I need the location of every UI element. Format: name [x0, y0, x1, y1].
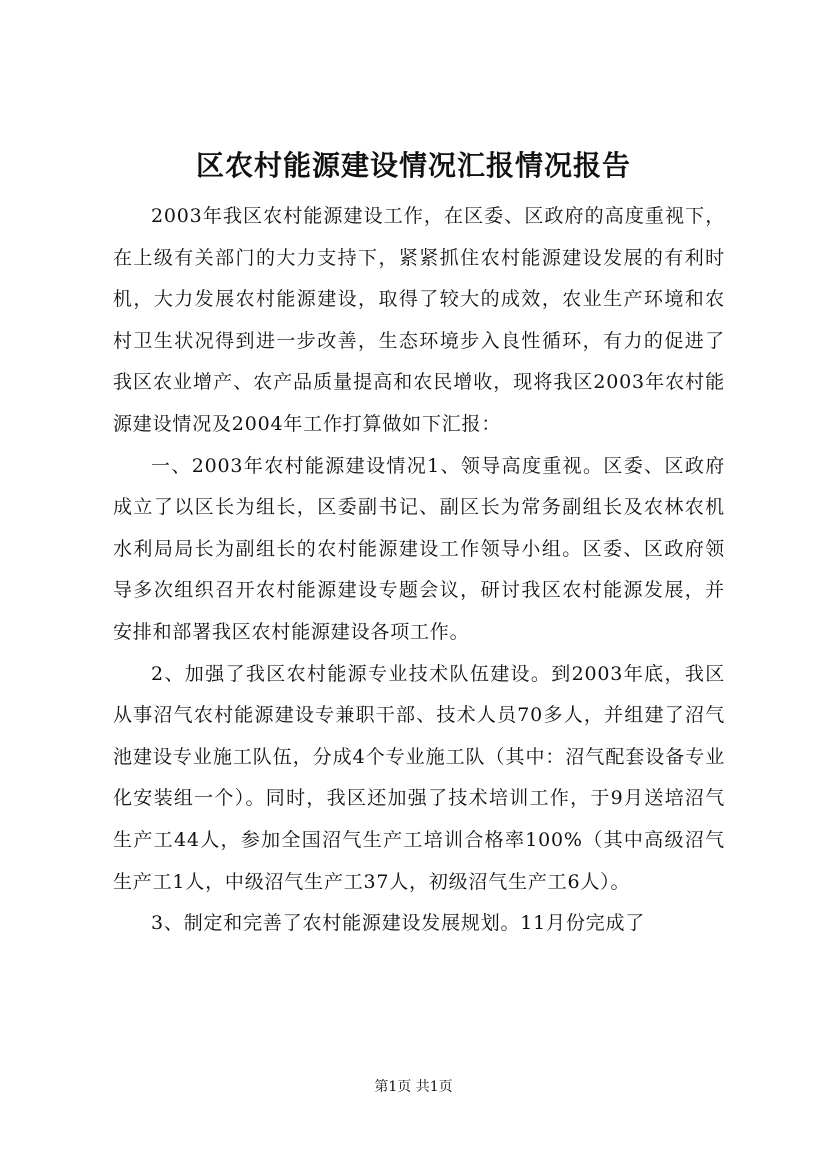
document-title: 区农村能源建设情况汇报情况报告 — [195, 149, 631, 182]
paragraph-section-3: 3、制定和完善了农村能源建设发展规划。11月份完成了 — [151, 912, 646, 935]
document-body — [113, 196, 725, 945]
paragraph-section-1: 一、2003年农村能源建设情况1、领导高度重视。区委、区政府成立了以区长为组长，区委副书记、副区长为常务副组长及农林农机水利局局长为副组长的农村能源建设工作领导小组。区委、区政府领导多次组织召开农村能源建设专题会议，研讨我区农村能源发展，并安排和部署我区农村能源建设各项工作。 — [113, 454, 725, 643]
page-footer: 第1页 共1页 — [374, 1079, 453, 1095]
paragraph-intro: 2003年我区农村能源建设工作，在区委、区政府的高度重视下，在上级有关部门的大力支持下，紧紧抓住农村能源建设发展的有利时机，大力发展农村能源建设，取得了较大的成效，农业生产环境和农村卫生状况得到进一步改善，生态环境步入良性循环，有力的促进了我区农业增产、农产品质量提高和农民增收，现将我区2003年农村能源建设情况及2004年工作打算做如下汇报： — [113, 205, 725, 435]
paragraph-section-2: 2、加强了我区农村能源专业技术队伍建设。到2003年底，我区从事沼气农村能源建设专兼职干部、技术人员70多人，并组建了沼气池建设专业施工队伍，分成4个专业施工队（其中：沼气配套设备专业化安装组一个）。同时，我区还加强了技术培训工作，于9月送培沼气生产工44人，参加全国沼气生产工培训合格率100%（其中高级沼气生产工1人，中级沼气生产工37人，初级沼气生产工6人）。 — [113, 662, 725, 893]
